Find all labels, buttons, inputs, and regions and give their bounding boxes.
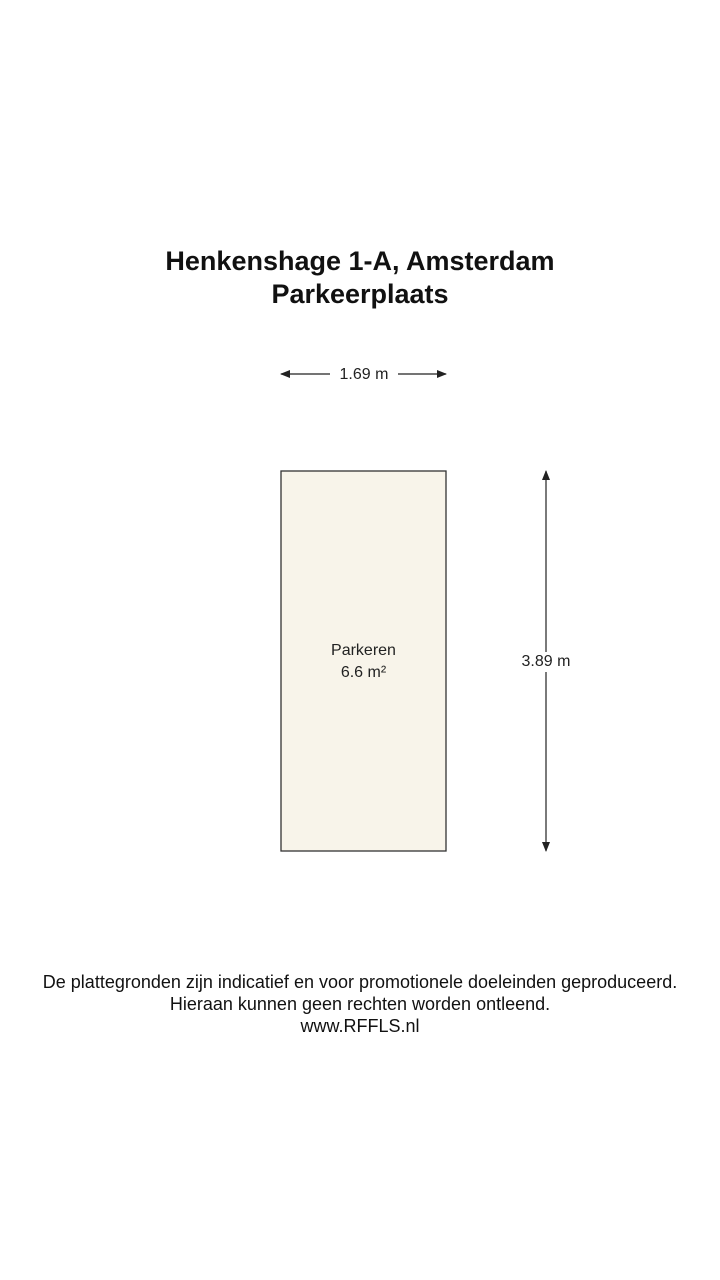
room-parkeren [281, 471, 446, 851]
property-address-title: Henkenshage 1-A, Amsterdam [165, 246, 555, 276]
disclaimer-line-1: De plattegronden zijn indicatief en voor promotionele doeleinden geproduceerd. [42, 972, 678, 992]
room-name-label: Parkeren [331, 642, 396, 659]
website-link[interactable]: www.RFFLS.nl [300, 1016, 420, 1036]
disclaimer-line-2: Hieraan kunnen geen rechten worden ontleend. [169, 994, 551, 1014]
width-dimension-label: 1.69 m [330, 365, 398, 385]
height-dimension-label: 3.89 m [512, 652, 580, 672]
floor-name-title: Parkeerplaats [271, 279, 449, 309]
room-area-label: 6.6 m² [340, 664, 387, 681]
